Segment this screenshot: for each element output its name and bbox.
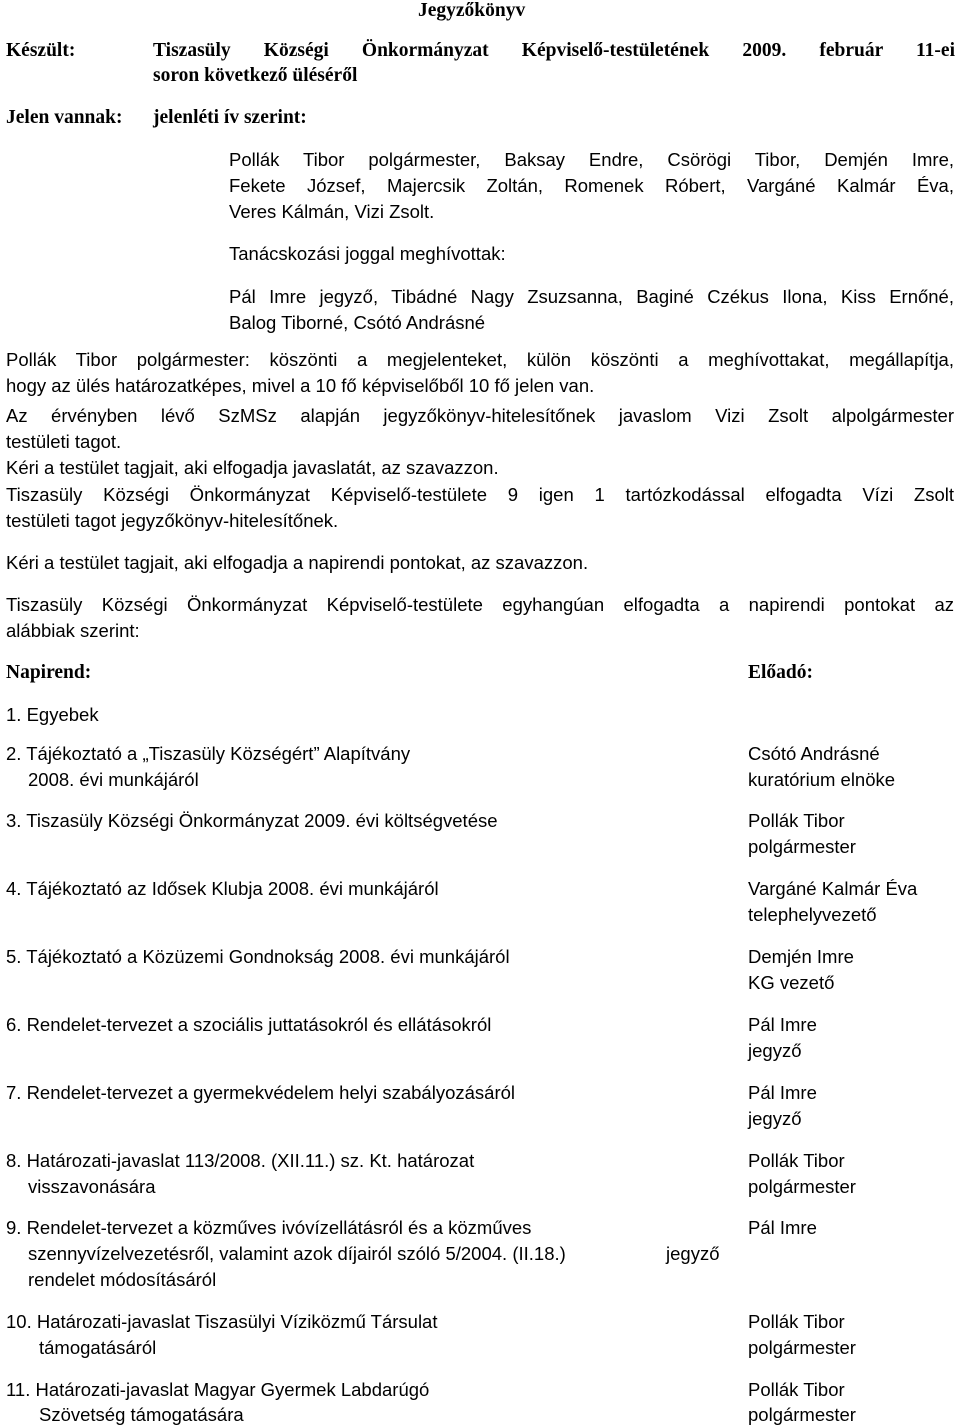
paragraph-6-line1: Tiszasüly Községi Önkormányzat Képviselő-testülete egyhangúan elfogadta a napirendi pontokat az (6, 594, 954, 615)
agenda-item-10-title-cont: támogatásáról (39, 1337, 157, 1358)
agenda-item-11-role: polgármester (748, 1404, 856, 1425)
paragraph-6-line2: alábbiak szerint: (6, 620, 140, 641)
document-title: Jegyzőkönyv (418, 0, 526, 21)
agenda-item-10-presenter: Pollák Tibor (748, 1311, 845, 1332)
attendees-line2: Fekete József, Majercsik Zoltán, Romenek Róbert, Vargáné Kalmár Éva, (229, 175, 954, 196)
presenter-heading: Előadó: (748, 662, 814, 683)
speaker-name: Pollák Tibor polgármester: (6, 349, 250, 370)
agenda-heading: Napirend: (6, 662, 92, 683)
advisory-line1: Pál Imre jegyző, Tibádné Nagy Zsuzsanna, Baginé Czékus Ilona, Kiss Ernőné, (229, 286, 954, 307)
agenda-item-2-title-cont: 2008. évi munkájáról (28, 769, 199, 790)
jelen-label: Jelen vannak: (6, 107, 123, 128)
agenda-item-9-presenter: Pál Imre (748, 1217, 817, 1238)
agenda-item-7-presenter: Pál Imre (748, 1082, 817, 1103)
jelen-value: jelenléti ív szerint: (153, 107, 307, 128)
agenda-item-8-presenter: Pollák Tibor (748, 1150, 845, 1171)
agenda-item-10-title: 10. Határozati-javaslat Tiszasülyi Víziközmű Társulat (6, 1311, 438, 1332)
agenda-item-7-role: jegyző (748, 1108, 802, 1129)
agenda-item-5-presenter: Demjén Imre (748, 946, 854, 967)
paragraph-1-line2: hogy az ülés határozatképes, mivel a 10 fő képviselőből 10 fő jelen van. (6, 375, 595, 396)
paragraph-1-line1 (6, 347, 954, 373)
agenda-item-5-title: 5. Tájékoztató a Közüzemi Gondnokság 2008. évi munkájáról (6, 946, 510, 967)
agenda-item-2-role: kuratórium elnöke (748, 769, 896, 790)
paragraph-2-line2: testületi tagot. (6, 431, 122, 452)
agenda-item-8-role: polgármester (748, 1176, 856, 1197)
paragraph-4-line1: Tiszasüly Községi Önkormányzat Képviselő-testülete 9 igen 1 tartózkodással elfogadta Vízi Zsolt (6, 484, 954, 505)
agenda-item-10-role: polgármester (748, 1337, 856, 1358)
agenda-item-6-role: jegyző (748, 1040, 802, 1061)
keszult-value-line2: soron következő üléséről (153, 65, 358, 86)
agenda-item-3-presenter: Pollák Tibor (748, 810, 845, 831)
agenda-item-11-title: 11. Határozati-javaslat Magyar Gyermek Labdarúgó (6, 1379, 430, 1400)
agenda-item-8-title: 8. Határozati-javaslat 113/2008. (XII.11.) sz. Kt. határozat (6, 1150, 475, 1171)
agenda-item-6-presenter: Pál Imre (748, 1014, 817, 1035)
agenda-item-3-role: polgármester (748, 836, 856, 857)
agenda-item-2-title: 2. Tájékoztató a „Tiszasüly Községért” Alapítvány (6, 743, 411, 764)
agenda-item-1-title: 1. Egyebek (6, 704, 99, 725)
agenda-item-4-title: 4. Tájékoztató az Idősek Klubja 2008. évi munkájáról (6, 878, 439, 899)
paragraph-1-rest: köszönti a megjelenteket, külön köszönti a meghívottakat, megállapítja, (249, 349, 954, 370)
agenda-item-4-role: telephelyvezető (748, 904, 877, 925)
advisory-heading: Tanácskozási joggal meghívottak: (229, 243, 506, 264)
paragraph-3: Kéri a testület tagjait, aki elfogadja javaslatát, az szavazzon. (6, 457, 499, 478)
agenda-item-11-presenter: Pollák Tibor (748, 1379, 845, 1400)
paragraph-5: Kéri a testület tagjait, aki elfogadja a napirendi pontokat, az szavazzon. (6, 552, 589, 573)
agenda-item-3-title: 3. Tiszasüly Községi Önkormányzat 2009. évi költségvetése (6, 810, 498, 831)
agenda-item-9-title-cont: szennyvízelvezetésről, valamint azok díjairól szóló 5/2004. (II.18.) (28, 1243, 566, 1264)
keszult-value-line1: Tiszasüly Községi Önkormányzat Képviselő-testületének 2009. február 11-ei (153, 40, 955, 61)
advisory-line2: Balog Tiborné, Csótó Andrásné (229, 312, 486, 333)
attendees-line3: Veres Kálmán, Vizi Zsolt. (229, 201, 435, 222)
attendees-line1: Pollák Tibor polgármester, Baksay Endre, Csörögi Tibor, Demjén Imre, (229, 149, 954, 170)
agenda-item-9-role: jegyző (666, 1243, 720, 1264)
agenda-item-7-title: 7. Rendelet-tervezet a gyermekvédelem helyi szabályozásáról (6, 1082, 516, 1103)
agenda-item-2-presenter: Csótó Andrásné (748, 743, 880, 764)
agenda-item-9-title: 9. Rendelet-tervezet a közműves ivóvízellátásról és a közműves (6, 1217, 532, 1238)
agenda-item-11-title-cont: Szövetség támogatására (39, 1404, 244, 1425)
agenda-item-9-title-cont2: rendelet módosításáról (28, 1269, 217, 1290)
agenda-item-8-title-cont: visszavonására (28, 1176, 156, 1197)
keszult-label: Készült: (6, 40, 76, 61)
agenda-item-4-presenter: Vargáné Kalmár Éva (748, 878, 918, 899)
agenda-item-5-role: KG vezető (748, 972, 835, 993)
paragraph-4-line2: testületi tagot jegyzőkönyv-hitelesítőnek. (6, 510, 339, 531)
paragraph-2-line1: Az érvényben lévő SzMSz alapján jegyzőkönyv-hitelesítőnek javaslom Vizi Zsolt alpolgármester (6, 405, 954, 426)
agenda-item-6-title: 6. Rendelet-tervezet a szociális juttatásokról és ellátásokról (6, 1014, 492, 1035)
